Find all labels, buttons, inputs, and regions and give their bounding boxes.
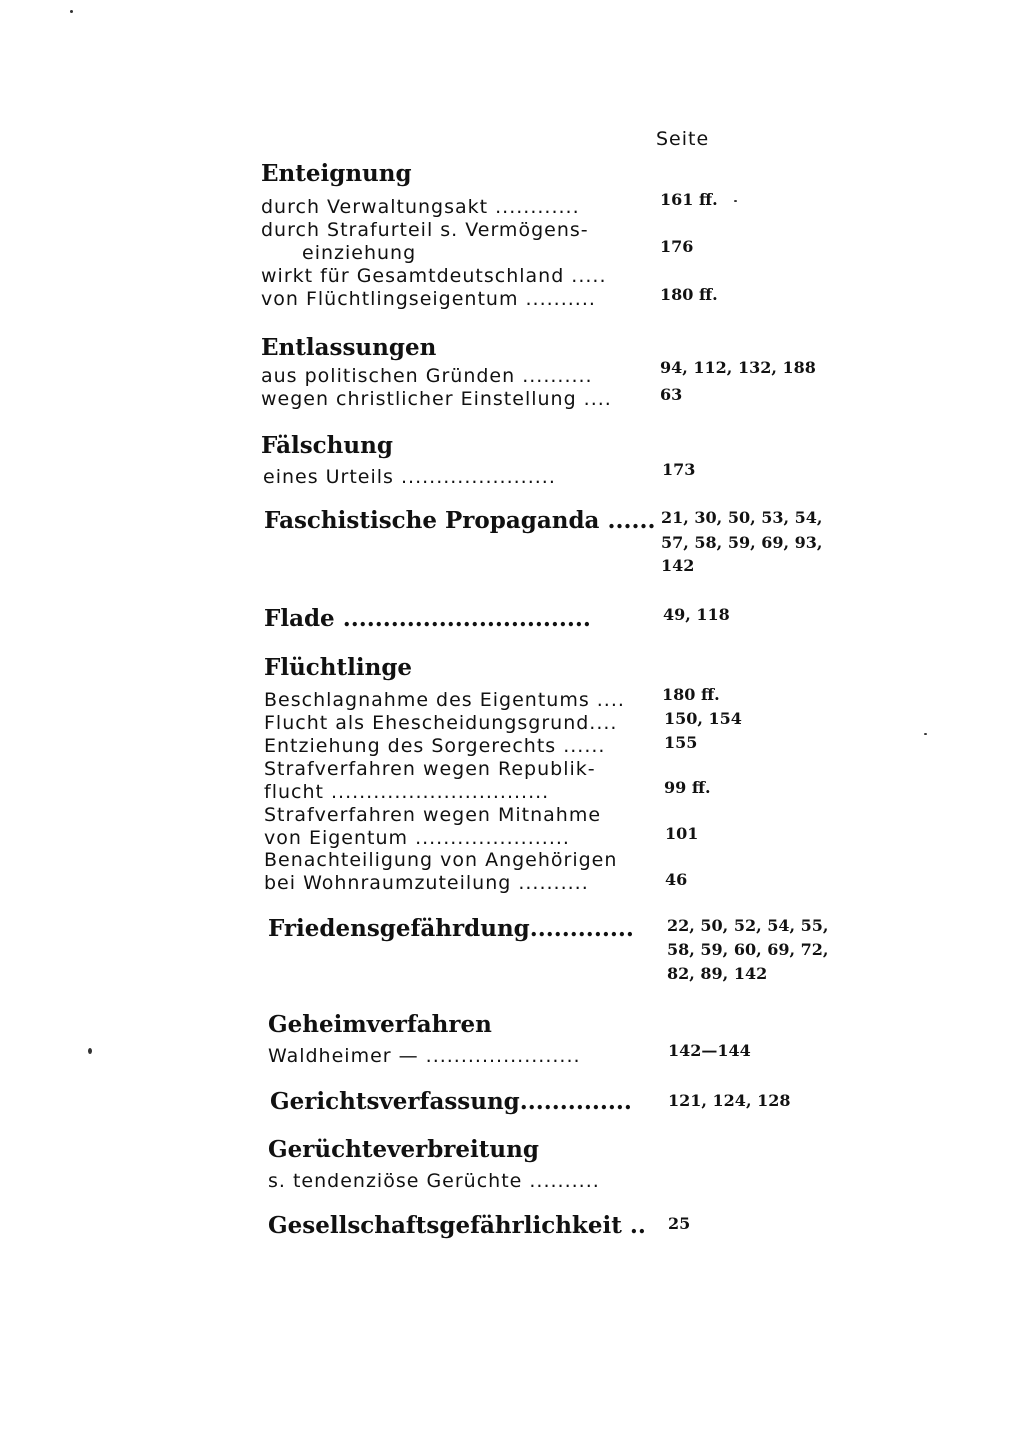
- index-subentry: eines Urteils ......................: [263, 466, 556, 488]
- index-subentry: durch Verwaltungsakt ............: [261, 196, 580, 218]
- index-subentry: durch Strafurteil s. Vermögens-: [261, 219, 589, 241]
- scan-speck: [924, 733, 927, 735]
- page-reference: 57, 58, 59, 69, 93,: [661, 533, 823, 552]
- index-heading-flade: Flade ...............................: [264, 605, 591, 632]
- page-reference: 176: [660, 237, 694, 256]
- page-reference: 121, 124, 128: [668, 1091, 791, 1110]
- index-subentry: Waldheimer — ......................: [268, 1045, 581, 1067]
- index-subentry: Beschlagnahme des Eigentums ....: [264, 689, 625, 711]
- index-heading-faelschung: Fälschung: [261, 432, 393, 459]
- page-reference: 99 ff.: [664, 778, 711, 797]
- index-subentry: einziehung: [302, 242, 417, 264]
- index-heading-enteignung: Enteignung: [261, 160, 412, 187]
- index-heading-gerichtsverfassung: Gerichtsverfassung..............: [270, 1088, 632, 1115]
- index-heading-fluechtlinge: Flüchtlinge: [264, 654, 413, 681]
- index-subentry: von Flüchtlingseigentum ..........: [261, 288, 596, 310]
- index-subentry: Strafverfahren wegen Mitnahme: [264, 804, 602, 826]
- column-header-seite: Seite: [656, 128, 710, 150]
- index-heading-faschistische-propaganda: Faschistische Propaganda ......: [264, 507, 656, 534]
- index-heading-gesellschaftsgefaehrlichkeit: Gesellschaftsgefährlichkeit ..: [268, 1212, 646, 1239]
- index-subentry: Benachteiligung von Angehörigen: [264, 849, 618, 871]
- index-subentry: aus politischen Gründen ..........: [261, 365, 593, 387]
- page-reference: 82, 89, 142: [667, 964, 768, 983]
- page-reference: 155: [664, 733, 698, 752]
- index-subentry: von Eigentum ......................: [264, 827, 570, 849]
- index-subentry: bei Wohnraumzuteilung ..........: [264, 872, 589, 894]
- index-subentry: wirkt für Gesamtdeutschland .....: [261, 265, 607, 287]
- page-reference: 46: [665, 870, 688, 889]
- index-subentry: Entziehung des Sorgerechts ......: [264, 735, 606, 757]
- scan-speck: [734, 200, 737, 202]
- page-reference: 101: [665, 824, 699, 843]
- page-reference: 161 ff.: [660, 190, 718, 209]
- index-subentry: s. tendenziöse Gerüchte ..........: [268, 1170, 600, 1192]
- page-reference: 58, 59, 60, 69, 72,: [667, 940, 829, 959]
- index-subentry: Flucht als Ehescheidungsgrund....: [264, 712, 618, 734]
- index-heading-geruechteverbreitung: Gerüchteverbreitung: [268, 1136, 539, 1163]
- page-reference: 63: [660, 385, 683, 404]
- page-reference: 22, 50, 52, 54, 55,: [667, 916, 829, 935]
- index-subentry: Strafverfahren wegen Republik-: [264, 758, 596, 780]
- page-reference: 173: [662, 460, 696, 479]
- scan-speck: [88, 1048, 92, 1054]
- page-reference: 142—144: [668, 1041, 751, 1060]
- index-heading-friedensgefaehrdung: Friedensgefährdung.............: [268, 915, 634, 942]
- page-reference: 94, 112, 132, 188: [660, 358, 816, 377]
- page-reference: 142: [661, 556, 695, 575]
- index-subentry: flucht ...............................: [264, 781, 550, 803]
- page-reference: 180 ff.: [662, 685, 720, 704]
- page-reference: 21, 30, 50, 53, 54,: [661, 508, 823, 527]
- page-reference: 150, 154: [664, 709, 742, 728]
- index-heading-geheimverfahren: Geheimverfahren: [268, 1011, 492, 1038]
- page-reference: 180 ff.: [660, 285, 718, 304]
- page-reference: 25: [668, 1214, 691, 1233]
- index-subentry: wegen christlicher Einstellung ....: [261, 388, 612, 410]
- scan-speck: [70, 10, 73, 13]
- index-heading-entlassungen: Entlassungen: [261, 334, 437, 361]
- page-reference: 49, 118: [663, 605, 730, 624]
